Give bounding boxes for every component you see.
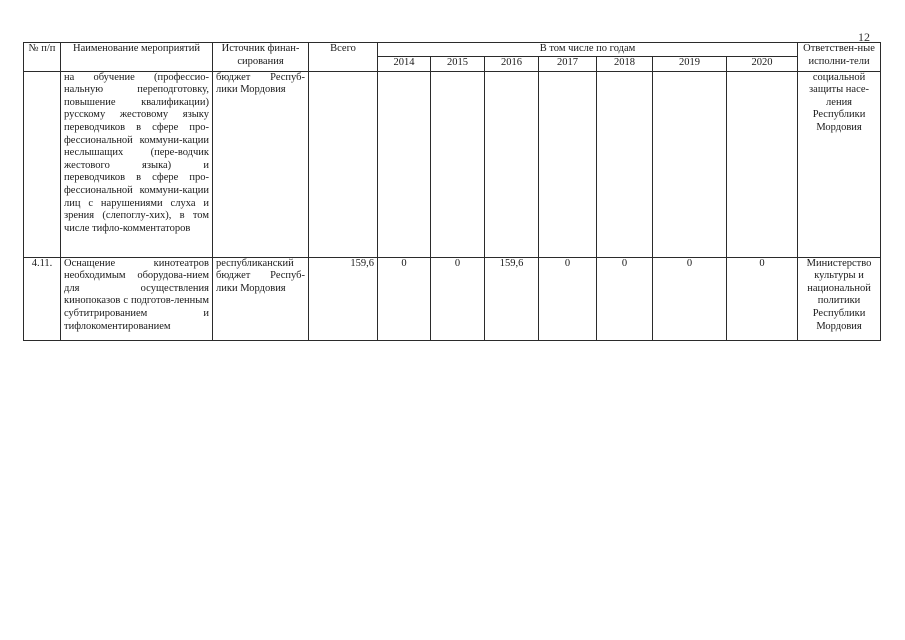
row-source: бюджет Респуб-лики Мордовия [213, 71, 309, 257]
row-year-value [378, 71, 431, 257]
header-year: 2016 [485, 56, 539, 71]
header-year: 2017 [539, 56, 597, 71]
row-year-value: 0 [597, 257, 653, 340]
row-year-value [653, 71, 727, 257]
row-year-value: 0 [431, 257, 485, 340]
header-responsible: Ответствен-ные исполни-тели [798, 43, 881, 72]
table-row [24, 71, 881, 257]
program-table [23, 42, 881, 341]
header-year: 2019 [653, 56, 727, 71]
page-number: 12 [858, 30, 870, 44]
header-year: 2018 [597, 56, 653, 71]
row-year-value [485, 71, 539, 257]
header-year: 2020 [727, 56, 798, 71]
row-year-value: 0 [378, 257, 431, 340]
header-year: 2014 [378, 56, 431, 71]
header-total: Всего [309, 43, 378, 72]
row-responsible: Министерство культуры и национальной политики Республики Мордовия [798, 257, 881, 340]
row-name: Оснащение кинотеатров необходимым оборудова-нием для осуществления кинопоказов с подготов-ленным субтитрированием и тифлокоментированием [61, 257, 213, 340]
row-name: на обучение (профессио-нальную переподготовку, повышение квалификации) русскому жестовому языку переводчиков в сфере про-фессиональной коммуни-кации неслышащих (пере-водчик жестового языка) и переводчиков в сфере про-фессиональной коммуни-кации лиц с нарушениями слуха и зрения (слепоглу-хих), в том числе тифло-комментаторов [61, 71, 213, 257]
row-year-value [597, 71, 653, 257]
header-name: Наименование мероприятий [61, 43, 213, 72]
header-year: 2015 [431, 56, 485, 71]
row-num [24, 71, 61, 257]
header-years-group: В том числе по годам [378, 43, 798, 57]
row-total [309, 71, 378, 257]
row-year-value: 0 [539, 257, 597, 340]
row-year-value: 0 [653, 257, 727, 340]
row-year-value [431, 71, 485, 257]
row-year-value [539, 71, 597, 257]
row-total: 159,6 [309, 257, 378, 340]
row-year-value: 159,6 [485, 257, 539, 340]
header-row [24, 43, 881, 57]
table-row [24, 257, 881, 340]
header-source: Источник финан-сирования [213, 43, 309, 72]
row-year-value: 0 [727, 257, 798, 340]
row-source: республиканский бюджет Респуб-лики Мордовия [213, 257, 309, 340]
row-year-value [727, 71, 798, 257]
row-responsible: социальной защиты насе-ления Республики Мордовия [798, 71, 881, 257]
row-num: 4.11. [24, 257, 61, 340]
header-num: № п/п [24, 43, 61, 72]
